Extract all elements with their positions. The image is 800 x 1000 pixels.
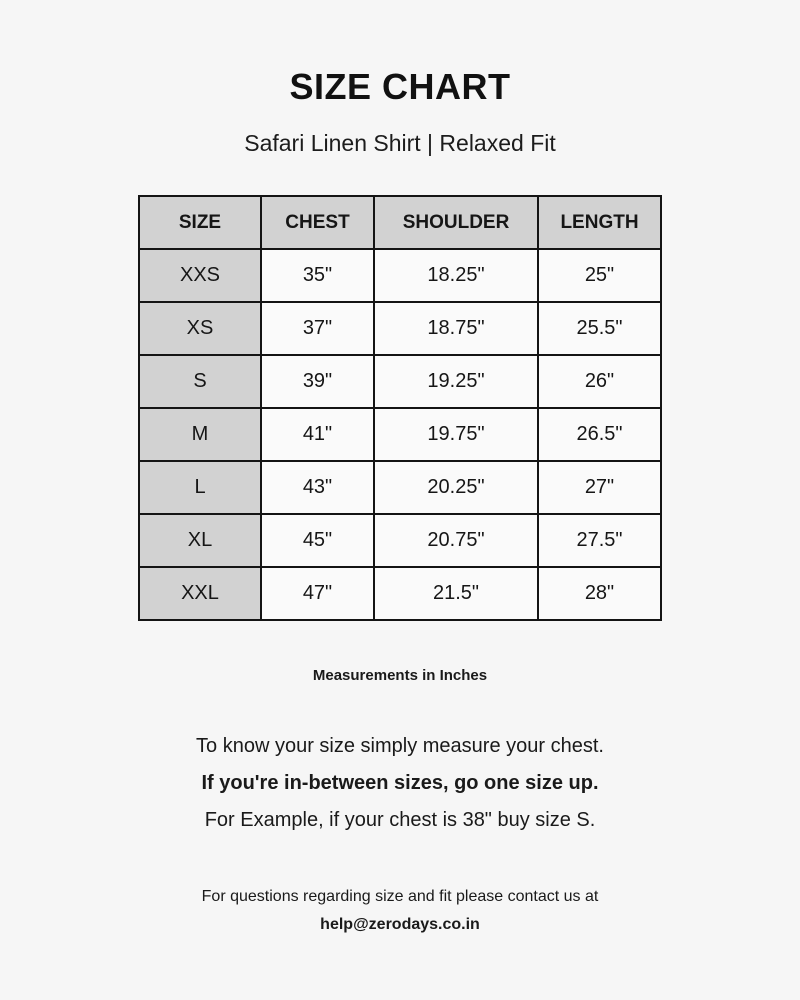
table-row bbox=[139, 514, 661, 567]
column-header-shoulder: SHOULDER bbox=[374, 196, 538, 249]
contact-block bbox=[0, 883, 800, 939]
measurement-cell: 39" bbox=[261, 355, 374, 408]
table-header-row bbox=[139, 196, 661, 249]
table-row bbox=[139, 567, 661, 620]
size-label-cell: L bbox=[139, 461, 261, 514]
units-note: Measurements in Inches bbox=[312, 667, 488, 684]
measurement-cell: 25.5" bbox=[538, 302, 661, 355]
column-header-chest: CHEST bbox=[261, 196, 374, 249]
column-header-size: SIZE bbox=[139, 196, 261, 249]
measurement-cell: 19.25" bbox=[374, 355, 538, 408]
measurement-cell: 41" bbox=[261, 408, 374, 461]
page-title: SIZE CHART bbox=[289, 66, 511, 107]
measurement-cell: 27" bbox=[538, 461, 661, 514]
table-row bbox=[139, 355, 661, 408]
table-row bbox=[139, 302, 661, 355]
sizing-help-line3: For Example, if your chest is 38" buy size S. bbox=[204, 809, 596, 831]
measurement-cell: 27.5" bbox=[538, 514, 661, 567]
measurement-cell: 20.25" bbox=[374, 461, 538, 514]
sizing-help-text bbox=[0, 728, 800, 839]
measurement-cell: 21.5" bbox=[374, 567, 538, 620]
sizing-help-line2: If you're in-between sizes, go one size up. bbox=[201, 772, 599, 794]
measurement-cell: 28" bbox=[538, 567, 661, 620]
contact-line: For questions regarding size and fit please contact us at bbox=[201, 888, 599, 905]
measurement-cell: 18.25" bbox=[374, 249, 538, 302]
size-label-cell: XXL bbox=[139, 567, 261, 620]
column-header-length: LENGTH bbox=[538, 196, 661, 249]
measurement-cell: 18.75" bbox=[374, 302, 538, 355]
table-row bbox=[139, 408, 661, 461]
size-label-cell: XS bbox=[139, 302, 261, 355]
measurement-cell: 47" bbox=[261, 567, 374, 620]
measurement-cell: 20.75" bbox=[374, 514, 538, 567]
measurement-cell: 45" bbox=[261, 514, 374, 567]
measurement-cell: 25" bbox=[538, 249, 661, 302]
measurement-cell: 26.5" bbox=[538, 408, 661, 461]
size-label-cell: XL bbox=[139, 514, 261, 567]
product-subtitle: Safari Linen Shirt | Relaxed Fit bbox=[244, 130, 556, 156]
measurement-cell: 43" bbox=[261, 461, 374, 514]
measurement-cell: 35" bbox=[261, 249, 374, 302]
contact-email: help@zerodays.co.in bbox=[320, 916, 480, 933]
size-label-cell: S bbox=[139, 355, 261, 408]
measurement-cell: 26" bbox=[538, 355, 661, 408]
size-label-cell: M bbox=[139, 408, 261, 461]
table-row bbox=[139, 249, 661, 302]
size-table-body bbox=[139, 249, 661, 620]
measurement-cell: 37" bbox=[261, 302, 374, 355]
size-table bbox=[138, 195, 662, 621]
sizing-help-line1: To know your size simply measure your chest. bbox=[196, 735, 604, 757]
table-row bbox=[139, 461, 661, 514]
measurement-cell: 19.75" bbox=[374, 408, 538, 461]
size-label-cell: XXS bbox=[139, 249, 261, 302]
